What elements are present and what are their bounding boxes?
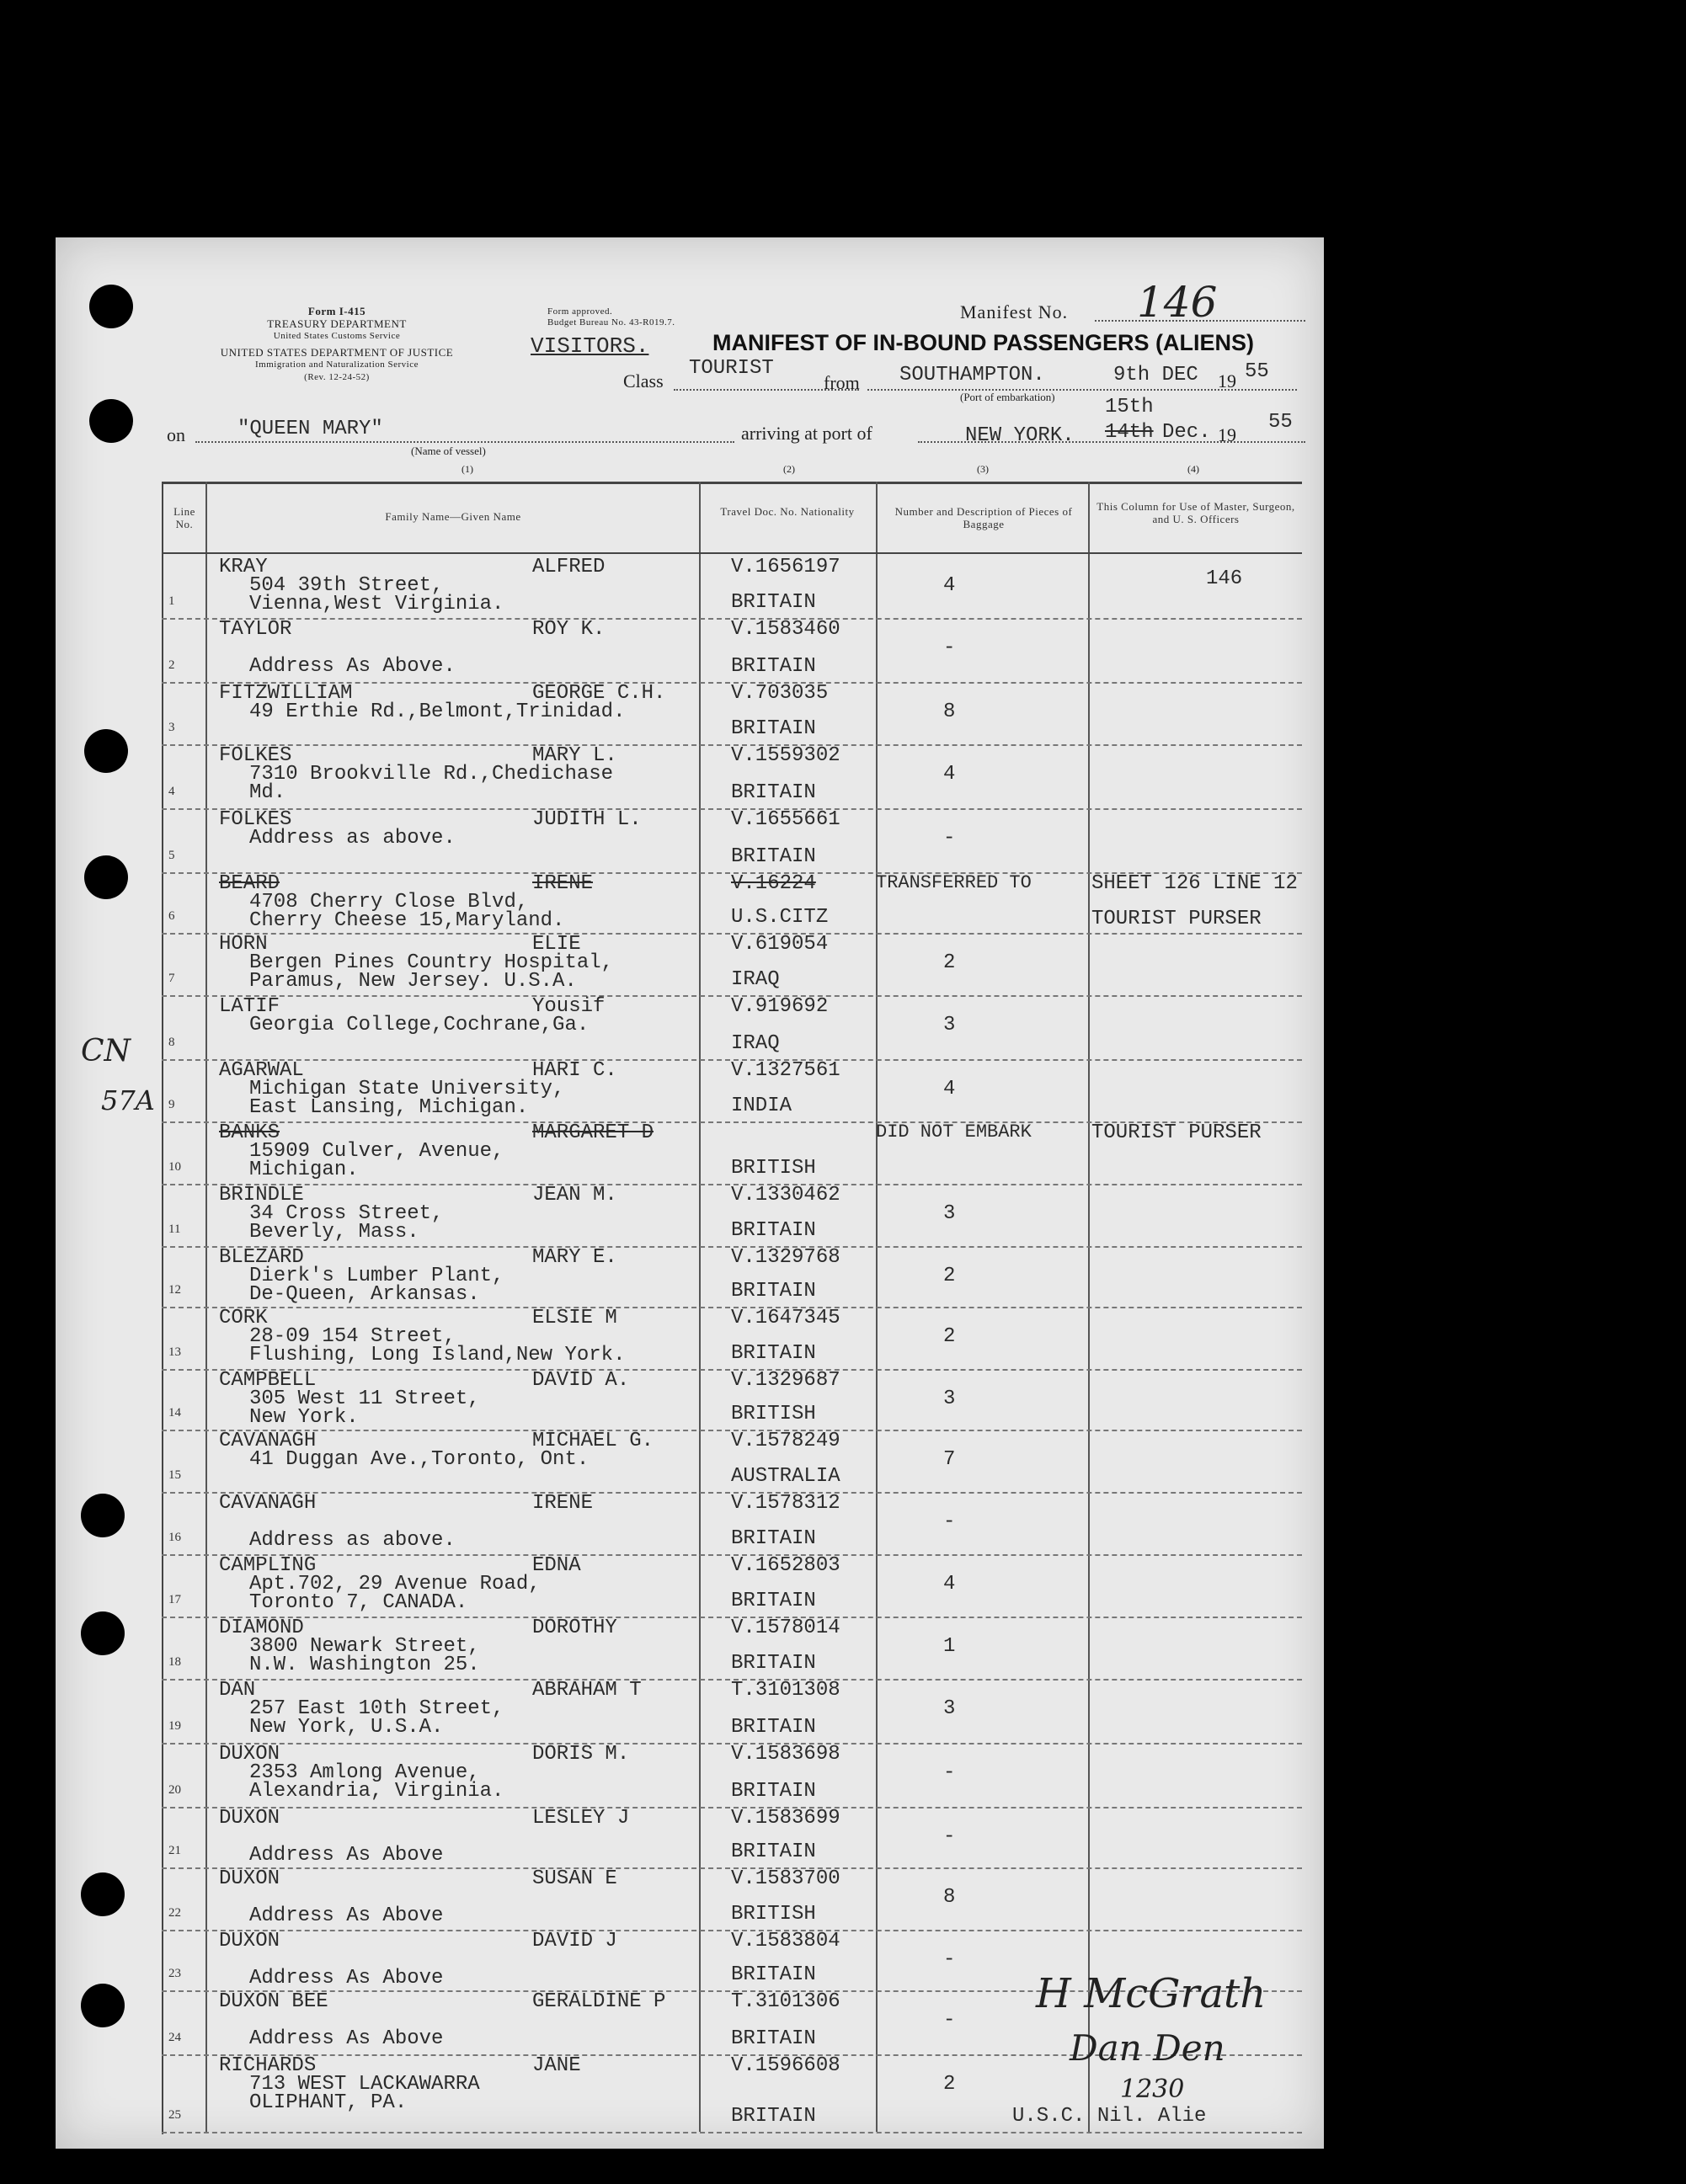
- nationality: BRITISH: [731, 1403, 816, 1425]
- address-line-2: OLIPHANT, PA.: [249, 2091, 408, 2114]
- signature-mcgrath: H McGrath: [1036, 1970, 1267, 2017]
- address-line-1: 41 Duggan Ave.,Toronto, Ont.: [249, 1448, 590, 1471]
- table-row: [162, 1059, 1302, 1123]
- address-line-2: New York, U.S.A.: [249, 1716, 444, 1739]
- nationality: BRITAIN: [731, 717, 816, 740]
- travel-doc-number: V.703035: [731, 682, 829, 705]
- baggage-count: 2: [943, 1325, 956, 1348]
- class-value: TOURIST: [689, 357, 774, 380]
- treasury-dept: TREASURY DEPARTMENT: [267, 317, 407, 330]
- family-name: DUXON: [219, 1807, 280, 1830]
- family-name: DAN: [219, 1679, 256, 1702]
- nationality: BRITAIN: [731, 591, 816, 614]
- col-header-baggage: Number and Description of Pieces of Baggage: [894, 505, 1073, 530]
- nationality: U.S.CITZ: [731, 906, 829, 929]
- given-name: MARY L.: [532, 744, 617, 767]
- arrival-day-new: 15th: [1105, 396, 1154, 418]
- family-name: BEARD: [219, 872, 280, 895]
- nationality: BRITAIN: [731, 2105, 816, 2128]
- baggage-count: -: [943, 1948, 956, 1971]
- line-number: 10: [168, 1160, 181, 1174]
- from-label: from: [824, 372, 860, 393]
- given-name: ELIE: [532, 933, 581, 956]
- address-line-2: East Lansing, Michigan.: [249, 1096, 529, 1119]
- table-row: [162, 1307, 1302, 1371]
- baggage-count: 4: [943, 1573, 956, 1595]
- line-number: 15: [168, 1468, 181, 1482]
- baggage-count: -: [943, 1825, 956, 1848]
- officer-note: U.S.C. Nil. Alie: [1012, 2105, 1207, 2128]
- line-number: 4: [168, 785, 175, 798]
- baggage-count: 2: [943, 951, 956, 974]
- punch-hole: [81, 1611, 125, 1655]
- officer-note-2: TOURIST PURSER: [1091, 908, 1262, 930]
- line-number: 2: [168, 658, 175, 672]
- family-name: BLEZARD: [219, 1246, 304, 1269]
- family-name: CAVANAGH: [219, 1430, 317, 1452]
- travel-doc-number: V.1559302: [731, 744, 840, 767]
- punch-hole: [84, 855, 128, 899]
- given-name: ALFRED: [532, 556, 606, 578]
- address-line-2: Paramus, New Jersey. U.S.A.: [249, 970, 577, 993]
- class-label: Class: [623, 370, 664, 392]
- given-name: SUSAN E: [532, 1867, 617, 1890]
- address-line-2: Address As Above: [249, 2027, 444, 2050]
- given-name: GEORGE C.H.: [532, 682, 666, 705]
- table-row: [162, 618, 1302, 684]
- travel-doc-number: V.16224: [731, 872, 816, 895]
- col-header-name: Family Name—Given Name: [385, 510, 521, 523]
- travel-doc-number: T.3101308: [731, 1679, 840, 1702]
- address-line-1: 15909 Culver, Avenue,: [249, 1140, 504, 1163]
- travel-doc-number: V.1329687: [731, 1369, 840, 1392]
- table-row: [162, 1121, 1302, 1185]
- given-name: Yousif: [532, 995, 606, 1018]
- nationality: BRITAIN: [731, 655, 816, 678]
- table-row: [162, 1369, 1302, 1431]
- address-line-1: Bergen Pines Country Hospital,: [249, 951, 614, 974]
- table-row: [162, 933, 1302, 997]
- justice-dept: UNITED STATES DEPARTMENT OF JUSTICE: [220, 346, 454, 359]
- visitors-label: VISITORS.: [531, 333, 649, 359]
- manifest-number: 146: [1137, 278, 1218, 327]
- agency-block: [160, 305, 514, 384]
- vessel-name: "QUEEN MARY": [237, 418, 383, 440]
- given-name: DAVID A.: [532, 1369, 630, 1392]
- manifest-no-label: Manifest No.: [960, 301, 1069, 322]
- officer-note: 146: [1206, 567, 1243, 590]
- family-name: CAVANAGH: [219, 1492, 317, 1515]
- margin-note-cn: CN: [81, 1034, 131, 1068]
- address-line-2: Beverly, Mass.: [249, 1221, 419, 1244]
- line-number: 8: [168, 1036, 175, 1049]
- family-name: AGARWAL: [219, 1059, 304, 1082]
- travel-doc-number: V.1596608: [731, 2054, 840, 2077]
- arrival-year: 55: [1268, 411, 1293, 434]
- line-number: 21: [168, 1844, 181, 1857]
- arriving-label: arriving at port of: [741, 423, 872, 444]
- table-row: [162, 1807, 1302, 1869]
- address-line-1: 504 39th Street,: [249, 574, 444, 597]
- address-line-1: 4708 Cherry Close Blvd,: [249, 891, 529, 914]
- given-name: DOROTHY: [532, 1617, 617, 1639]
- family-name: BANKS: [219, 1121, 280, 1144]
- embark-note: (Port of embarkation): [960, 391, 1055, 403]
- address-line-1: 257 East 10th Street,: [249, 1697, 504, 1720]
- address-line-1: 34 Cross Street,: [249, 1202, 444, 1225]
- baggage-count: 2: [943, 2073, 956, 2096]
- punch-hole: [81, 1984, 125, 2027]
- family-name: TAYLOR: [219, 618, 292, 641]
- arrival-month: Dec.: [1162, 421, 1211, 444]
- time-note: 1230: [1120, 2075, 1185, 2104]
- line-number: 12: [168, 1283, 181, 1297]
- address-line-1: Apt.702, 29 Avenue Road,: [249, 1573, 541, 1595]
- line-number: 5: [168, 849, 175, 862]
- baggage-count: 3: [943, 1388, 956, 1410]
- table-row: [162, 1554, 1302, 1618]
- address-line-1: Michigan State University,: [249, 1078, 565, 1100]
- address-line-1: 28-09 154 Street,: [249, 1325, 456, 1348]
- address-line-2: Address As Above.: [249, 655, 456, 678]
- table-row: [162, 556, 1302, 620]
- given-name: MICHAEL G.: [532, 1430, 654, 1452]
- given-name: JEAN M.: [532, 1184, 617, 1207]
- family-name: HORN: [219, 933, 268, 956]
- address-line-2: Address as above.: [249, 1529, 456, 1552]
- vessel-note: (Name of vessel): [411, 445, 486, 457]
- officer-note: TOURIST PURSER: [1091, 1121, 1262, 1144]
- address-line-1: Address as above.: [249, 827, 456, 850]
- nationality: BRITISH: [731, 1157, 816, 1180]
- travel-doc-number: V.1583698: [731, 1743, 840, 1766]
- family-name: KRAY: [219, 556, 268, 578]
- nationality: BRITAIN: [731, 1280, 816, 1302]
- travel-doc-number: V.1578014: [731, 1617, 840, 1639]
- on-label: on: [167, 424, 185, 445]
- baggage-count: 4: [943, 574, 956, 597]
- baggage-count: TRANSFERRED TO: [876, 872, 1032, 893]
- col-header-officers: This Column for Use of Master, Surgeon, and U. S. Officers: [1096, 500, 1295, 525]
- nationality: AUSTRALIA: [731, 1465, 840, 1488]
- address-line-1: Dierk's Lumber Plant,: [249, 1265, 504, 1287]
- address-line-2: Md.: [249, 781, 286, 804]
- line-number: 23: [168, 1967, 181, 1980]
- table-row: [162, 808, 1302, 874]
- baggage-count: 3: [943, 1014, 956, 1036]
- embark-year: 55: [1245, 360, 1269, 383]
- line-number: 24: [168, 2031, 181, 2044]
- baggage-count: DID NOT EMBARK: [876, 1121, 1032, 1143]
- table-row: [162, 1184, 1302, 1248]
- address-line-1: Georgia College,Cochrane,Ga.: [249, 1014, 590, 1036]
- col-num-4: (4): [1187, 463, 1199, 475]
- travel-doc-number: V.619054: [731, 933, 829, 956]
- family-name: BRINDLE: [219, 1184, 304, 1207]
- table-row: [162, 682, 1302, 746]
- line-number: 25: [168, 2108, 181, 2122]
- nationality: BRITAIN: [731, 781, 816, 804]
- travel-doc-number: V.1330462: [731, 1184, 840, 1207]
- embark-year-prefix: 19: [1218, 370, 1236, 392]
- family-name: FOLKES: [219, 744, 292, 767]
- address-line-1: 3800 Newark Street,: [249, 1635, 480, 1658]
- family-name: DUXON: [219, 1867, 280, 1890]
- nationality: BRITAIN: [731, 1963, 816, 1986]
- given-name: GERALDINE P: [532, 1990, 666, 2013]
- nationality: BRITAIN: [731, 1590, 816, 1612]
- line-number: 11: [168, 1223, 181, 1236]
- baggage-count: 3: [943, 1202, 956, 1225]
- baggage-count: 7: [943, 1448, 956, 1471]
- initials-signature: Dan Den: [1070, 2027, 1225, 2069]
- given-name: IRENE: [532, 872, 594, 895]
- travel-doc-number: T.3101306: [731, 1990, 840, 2013]
- nationality: IRAQ: [731, 1032, 780, 1055]
- family-name: DUXON: [219, 1743, 280, 1766]
- given-name: EDNA: [532, 1554, 581, 1577]
- table-row: [162, 1743, 1302, 1808]
- baggage-count: 8: [943, 1886, 956, 1909]
- address-line-2: Michigan.: [249, 1159, 359, 1181]
- table-row: [162, 872, 1302, 935]
- line-number: 16: [168, 1531, 181, 1544]
- address-line-2: New York.: [249, 1406, 359, 1429]
- baggage-count: -: [943, 637, 956, 659]
- punch-hole: [81, 1872, 125, 1916]
- baggage-count: -: [943, 1510, 956, 1533]
- line-number: 17: [168, 1593, 181, 1606]
- table-row: [162, 1617, 1302, 1681]
- family-name: DUXON BEE: [219, 1990, 328, 2013]
- line-number: 3: [168, 721, 175, 734]
- nationality: BRITAIN: [731, 1840, 816, 1863]
- address-line-2: Flushing, Long Island,New York.: [249, 1344, 626, 1366]
- line-number: 13: [168, 1345, 181, 1359]
- nationality: BRITAIN: [731, 2027, 816, 2050]
- line-number: 18: [168, 1655, 181, 1669]
- form-number: Form I-415: [307, 305, 366, 317]
- baggage-count: 4: [943, 763, 956, 786]
- family-name: CORK: [219, 1307, 268, 1329]
- nationality: BRITISH: [731, 1903, 816, 1926]
- nationality: BRITAIN: [731, 1527, 816, 1550]
- nationality: BRITAIN: [731, 1780, 816, 1803]
- family-name: DIAMOND: [219, 1617, 304, 1639]
- line-number: 14: [168, 1406, 181, 1420]
- family-name: DUXON: [219, 1930, 280, 1952]
- line-number: 19: [168, 1719, 181, 1733]
- table-row: [162, 1246, 1302, 1308]
- travel-doc-number: V.1578249: [731, 1430, 840, 1452]
- col-num-2: (2): [783, 463, 795, 475]
- budget-bureau: Budget Bureau No. 43-R019.7.: [547, 317, 675, 328]
- col-header-line: Line No.: [173, 505, 195, 530]
- baggage-count: -: [943, 2009, 956, 2032]
- given-name: DORIS M.: [532, 1743, 630, 1766]
- margin-note-57a: 57A: [101, 1084, 155, 1116]
- col-num-1: (1): [462, 463, 473, 475]
- given-name: JANE: [532, 2054, 581, 2077]
- nationality: BRITAIN: [731, 1652, 816, 1675]
- punch-hole: [81, 1494, 125, 1537]
- baggage-count: -: [943, 827, 956, 850]
- given-name: JUDITH L.: [532, 808, 642, 831]
- given-name: ELSIE M: [532, 1307, 617, 1329]
- nationality: BRITAIN: [731, 1219, 816, 1242]
- nationality: INDIA: [731, 1095, 792, 1117]
- address-line-2: De-Queen, Arkansas.: [249, 1283, 480, 1306]
- arrival-port: NEW YORK.: [965, 424, 1075, 447]
- form-revision: (Rev. 12-24-52): [304, 372, 370, 382]
- line-number: 20: [168, 1783, 181, 1797]
- given-name: DAVID J: [532, 1930, 617, 1952]
- nationality: BRITAIN: [731, 845, 816, 868]
- family-name: FITZWILLIAM: [219, 682, 353, 705]
- address-line-2: Cherry Cheese 15,Maryland.: [249, 909, 565, 932]
- table-row: [162, 744, 1302, 810]
- line-number: 22: [168, 1906, 181, 1920]
- col-num-3: (3): [977, 463, 989, 475]
- arrival-day-old: 14th: [1105, 421, 1154, 444]
- table-row: [162, 1867, 1302, 1931]
- family-name: LATIF: [219, 995, 280, 1018]
- table-row: [162, 1679, 1302, 1745]
- travel-doc-number: V.1583460: [731, 618, 840, 641]
- table-row: [162, 995, 1302, 1061]
- line-number: 9: [168, 1098, 175, 1111]
- table-row: [162, 1492, 1302, 1556]
- address-line-1: 713 WEST LACKAWARRA: [249, 2073, 480, 2096]
- punch-hole: [89, 285, 133, 328]
- address-line-1: 305 West 11 Street,: [249, 1388, 480, 1410]
- address-line-2: Address As Above: [249, 1904, 444, 1927]
- family-name: RICHARDS: [219, 2054, 317, 2077]
- given-name: MARY E.: [532, 1246, 617, 1269]
- officer-note: SHEET 126 LINE 12: [1091, 872, 1298, 895]
- form-approved: Form approved.: [547, 306, 613, 317]
- travel-doc-number: V.1652803: [731, 1554, 840, 1577]
- arrival-year-prefix: 19: [1218, 424, 1236, 445]
- given-name: LESLEY J: [532, 1807, 630, 1830]
- baggage-count: 3: [943, 1697, 956, 1720]
- baggage-count: 1: [943, 1635, 956, 1658]
- col-header-doc: Travel Doc. No. Nationality: [720, 505, 855, 518]
- nationality: IRAQ: [731, 968, 780, 991]
- given-name: IRENE: [532, 1492, 594, 1515]
- given-name: ABRAHAM T: [532, 1679, 642, 1702]
- given-name: HARI C.: [532, 1059, 617, 1082]
- travel-doc-number: V.1329768: [731, 1246, 840, 1269]
- baggage-count: -: [943, 1761, 956, 1784]
- address-line-2: Address As Above: [249, 1844, 444, 1867]
- ins-service: Immigration and Naturalization Service: [254, 360, 419, 370]
- embark-date: 9th DEC: [1113, 364, 1198, 386]
- travel-doc-number: V.1583700: [731, 1867, 840, 1890]
- travel-doc-number: V.1583699: [731, 1807, 840, 1830]
- nationality: BRITAIN: [731, 1342, 816, 1365]
- line-number: 6: [168, 909, 175, 923]
- given-name: ROY K.: [532, 618, 606, 641]
- travel-doc-number: V.1578312: [731, 1492, 840, 1515]
- address-line-2: Alexandria, Virginia.: [249, 1780, 504, 1803]
- family-name: CAMPBELL: [219, 1369, 317, 1392]
- travel-doc-number: V.1583804: [731, 1930, 840, 1952]
- address-line-2: N.W. Washington 25.: [249, 1654, 480, 1676]
- nationality: BRITAIN: [731, 1716, 816, 1739]
- given-name: MARGARET D: [532, 1121, 654, 1144]
- table-row: [162, 1430, 1302, 1494]
- travel-doc-number: V.1656197: [731, 556, 840, 578]
- address-line-1: 2353 Amlong Avenue,: [249, 1761, 480, 1784]
- address-line-1: 7310 Brookville Rd.,Chedichase: [249, 763, 614, 786]
- line-number: 7: [168, 972, 175, 985]
- address-line-2: Address As Above: [249, 1967, 444, 1990]
- approval-block: [547, 306, 716, 328]
- punch-hole: [89, 399, 133, 443]
- travel-doc-number: V.1655661: [731, 808, 840, 831]
- address-line-2: Vienna,West Virginia.: [249, 593, 504, 615]
- manifest-title: MANIFEST OF IN-BOUND PASSENGERS (ALIENS): [712, 330, 1255, 355]
- embark-port: SOUTHAMPTON.: [899, 364, 1045, 386]
- line-number: 1: [168, 594, 175, 608]
- family-name: FOLKES: [219, 808, 292, 831]
- travel-doc-number: V.1327561: [731, 1059, 840, 1082]
- baggage-count: 8: [943, 700, 956, 723]
- address-line-2: Toronto 7, CANADA.: [249, 1591, 468, 1614]
- address-line-1: 49 Erthie Rd.,Belmont,Trinidad.: [249, 700, 626, 723]
- customs-service: United States Customs Service: [273, 331, 401, 341]
- travel-doc-number: V.919692: [731, 995, 829, 1018]
- baggage-count: 2: [943, 1265, 956, 1287]
- family-name: CAMPLING: [219, 1554, 317, 1577]
- travel-doc-number: V.1647345: [731, 1307, 840, 1329]
- baggage-count: 4: [943, 1078, 956, 1100]
- punch-hole: [84, 729, 128, 773]
